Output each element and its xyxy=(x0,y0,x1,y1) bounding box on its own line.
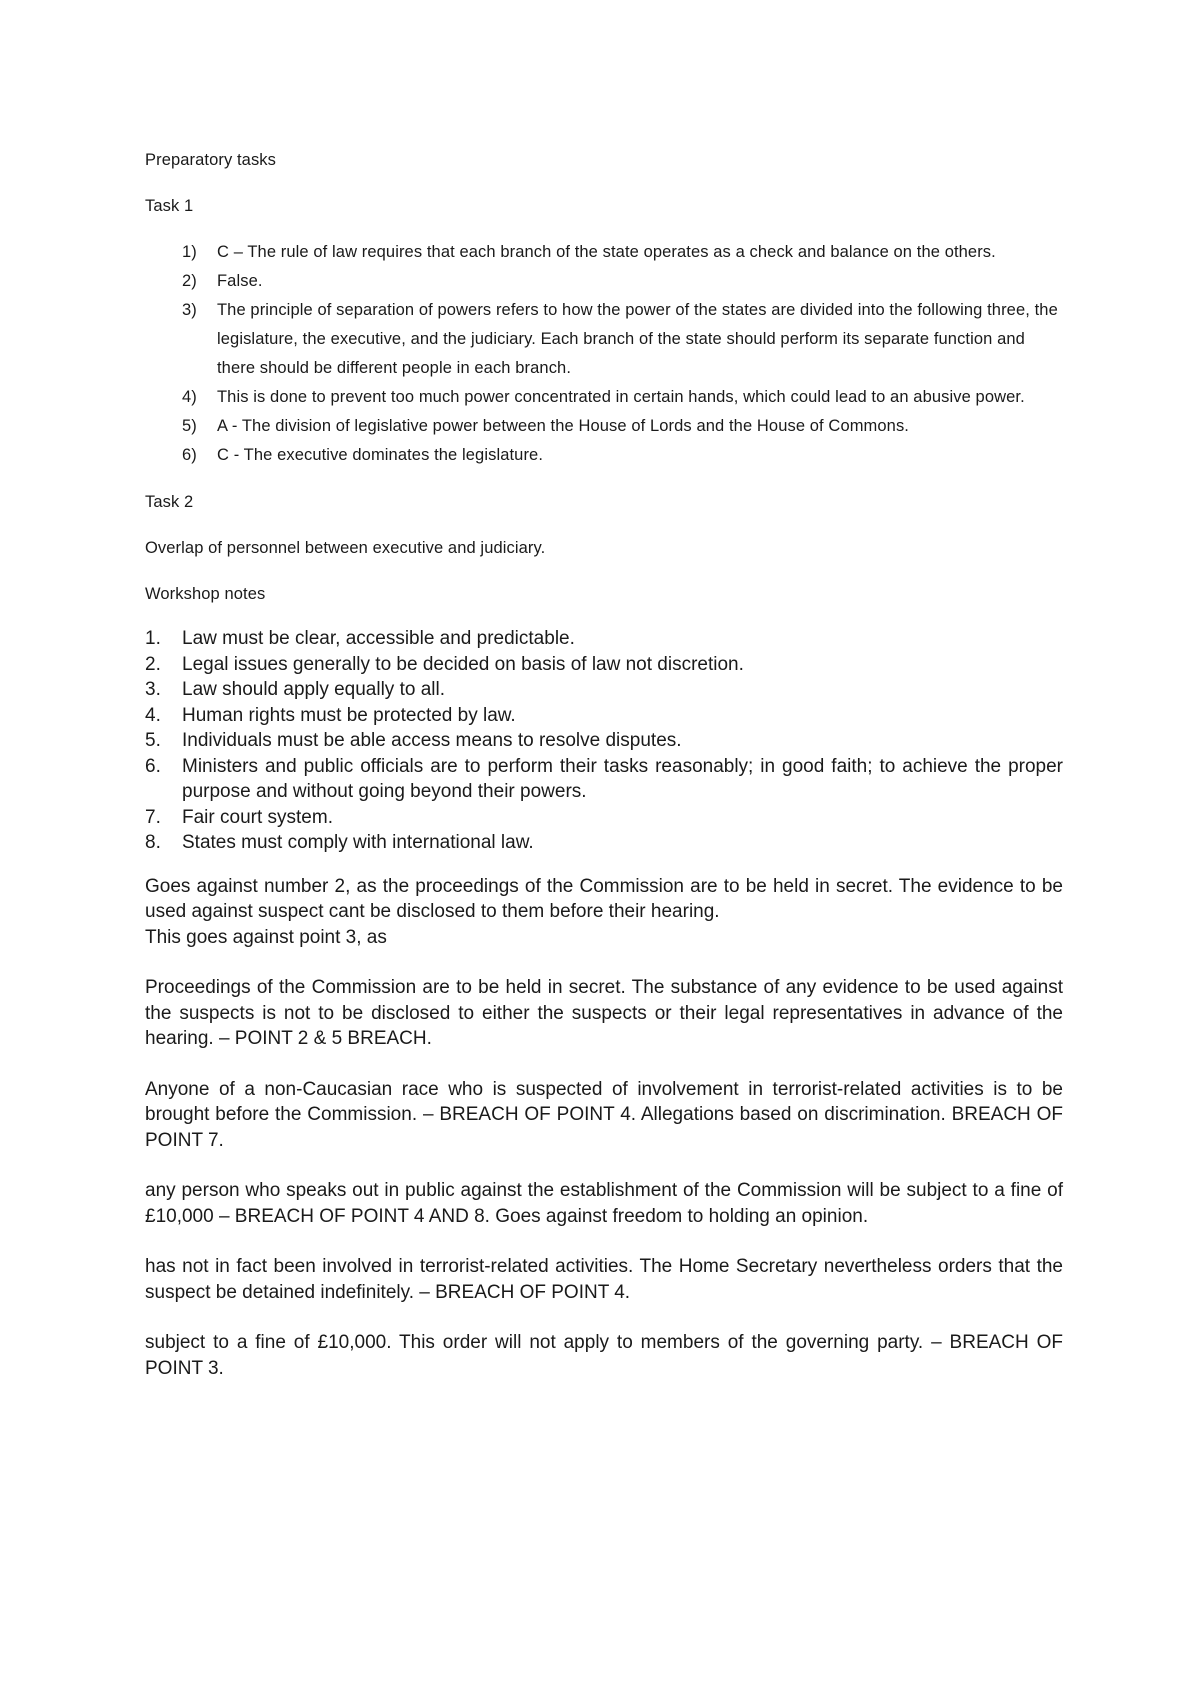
list-item-number: 1. xyxy=(145,628,161,649)
list-item-text: C – The rule of law requires that each branch of the state operates as a check and balance on the others. xyxy=(217,243,996,261)
workshop-points-list xyxy=(145,626,1063,856)
task2-answer: Overlap of personnel between executive and judiciary. xyxy=(145,539,546,557)
list-item-number: 3) xyxy=(182,301,197,319)
list-item xyxy=(145,728,1063,754)
list-item xyxy=(145,441,1063,470)
task1-answer-list xyxy=(145,238,1063,470)
list-item-number: 2) xyxy=(182,272,197,290)
list-item xyxy=(145,754,1063,805)
analysis-paragraph-1 xyxy=(145,874,1063,951)
task1-heading: Task 1 xyxy=(145,197,194,215)
workshop-heading: Workshop notes xyxy=(145,585,266,603)
list-item xyxy=(145,805,1063,831)
list-item-number: 5) xyxy=(182,417,197,435)
paragraph-line: Anyone of a non-Caucasian race who is suspected of involvement in terrorist-related activities is to be brought before the Commission. – BREACH OF POINT 4. Allegations based on discrimination. BREACH OF POINT 7. xyxy=(145,1078,1063,1151)
analysis-paragraph-6 xyxy=(145,1330,1063,1381)
list-item-number: 8. xyxy=(145,832,161,853)
list-item-text: Law should apply equally to all. xyxy=(182,679,446,700)
list-item-text: C - The executive dominates the legislature. xyxy=(217,446,544,464)
analysis-paragraph-3 xyxy=(145,1077,1063,1154)
list-item-text: The principle of separation of powers refers to how the power of the states are divided into the following three, the legislature, the executive, and the judiciary. Each branch of the state should perform its separate function and there should be different people in each branch. xyxy=(217,301,1058,377)
list-item-text: Legal issues generally to be decided on basis of law not discretion. xyxy=(182,653,744,675)
list-item-number: 6) xyxy=(182,446,197,464)
analysis-paragraph-2 xyxy=(145,975,1063,1052)
list-item xyxy=(145,652,1063,678)
list-item-text: A - The division of legislative power between the House of Lords and the House of Commons. xyxy=(217,417,909,435)
list-item-text: Fair court system. xyxy=(182,806,333,828)
list-item-number: 6. xyxy=(145,755,161,777)
list-item xyxy=(145,677,1063,703)
list-item-number: 7. xyxy=(145,806,161,828)
list-item-text: This is done to prevent too much power concentrated in certain hands, which could lead to an abusive power. xyxy=(217,388,1025,406)
list-item xyxy=(145,267,1063,296)
document-title: Preparatory tasks xyxy=(145,151,277,169)
list-item xyxy=(145,383,1063,412)
document-page xyxy=(145,146,1063,1406)
paragraph-line: has not in fact been involved in terrorist-related activities. The Home Secretary nevertheless orders that the suspect be detained indefinitely. – BREACH OF POINT 4. xyxy=(145,1256,1063,1303)
list-item xyxy=(145,296,1063,383)
paragraph-line: This goes against point 3, as xyxy=(145,926,387,948)
analysis-paragraph-4 xyxy=(145,1178,1063,1229)
list-item-number: 3. xyxy=(145,679,161,700)
list-item-text: Individuals must be able access means to resolve disputes. xyxy=(182,730,682,751)
list-item xyxy=(145,830,1063,856)
list-item xyxy=(145,412,1063,441)
list-item xyxy=(145,238,1063,267)
list-item-number: 1) xyxy=(182,243,197,261)
paragraph-line: Goes against number 2, as the proceedings of the Commission are to be held in secret. The evidence to be used against suspect cant be disclosed to them before their hearing. xyxy=(145,875,1063,922)
list-item-number: 4) xyxy=(182,388,197,406)
analysis-paragraph-5 xyxy=(145,1254,1063,1305)
list-item-text: States must comply with international law. xyxy=(182,832,534,853)
list-item-number: 4. xyxy=(145,704,161,726)
list-item-text: Human rights must be protected by law. xyxy=(182,704,516,726)
task2-heading: Task 2 xyxy=(145,493,194,511)
list-item xyxy=(145,703,1063,729)
list-item xyxy=(145,626,1063,652)
list-item-number: 2. xyxy=(145,653,161,675)
list-item-number: 5. xyxy=(145,730,161,751)
paragraph-line: Proceedings of the Commission are to be held in secret. The substance of any evidence to be used against the suspects is not to be disclosed to either the suspects or their legal representatives in advance of the hearing. – POINT 2 & 5 BREACH. xyxy=(145,977,1063,1049)
list-item-text: Ministers and public officials are to perform their tasks reasonably; in good faith; to achieve the proper purpose and without going beyond their powers. xyxy=(182,755,1063,802)
list-item-text: Law must be clear, accessible and predictable. xyxy=(182,628,575,649)
list-item-text: False. xyxy=(217,272,263,290)
paragraph-line: subject to a fine of £10,000. This order will not apply to members of the governing party. – BREACH OF POINT 3. xyxy=(145,1332,1063,1379)
paragraph-line: any person who speaks out in public against the establishment of the Commission will be subject to a fine of £10,000 – BREACH OF POINT 4 AND 8. Goes against freedom to holding an opinion. xyxy=(145,1180,1063,1227)
